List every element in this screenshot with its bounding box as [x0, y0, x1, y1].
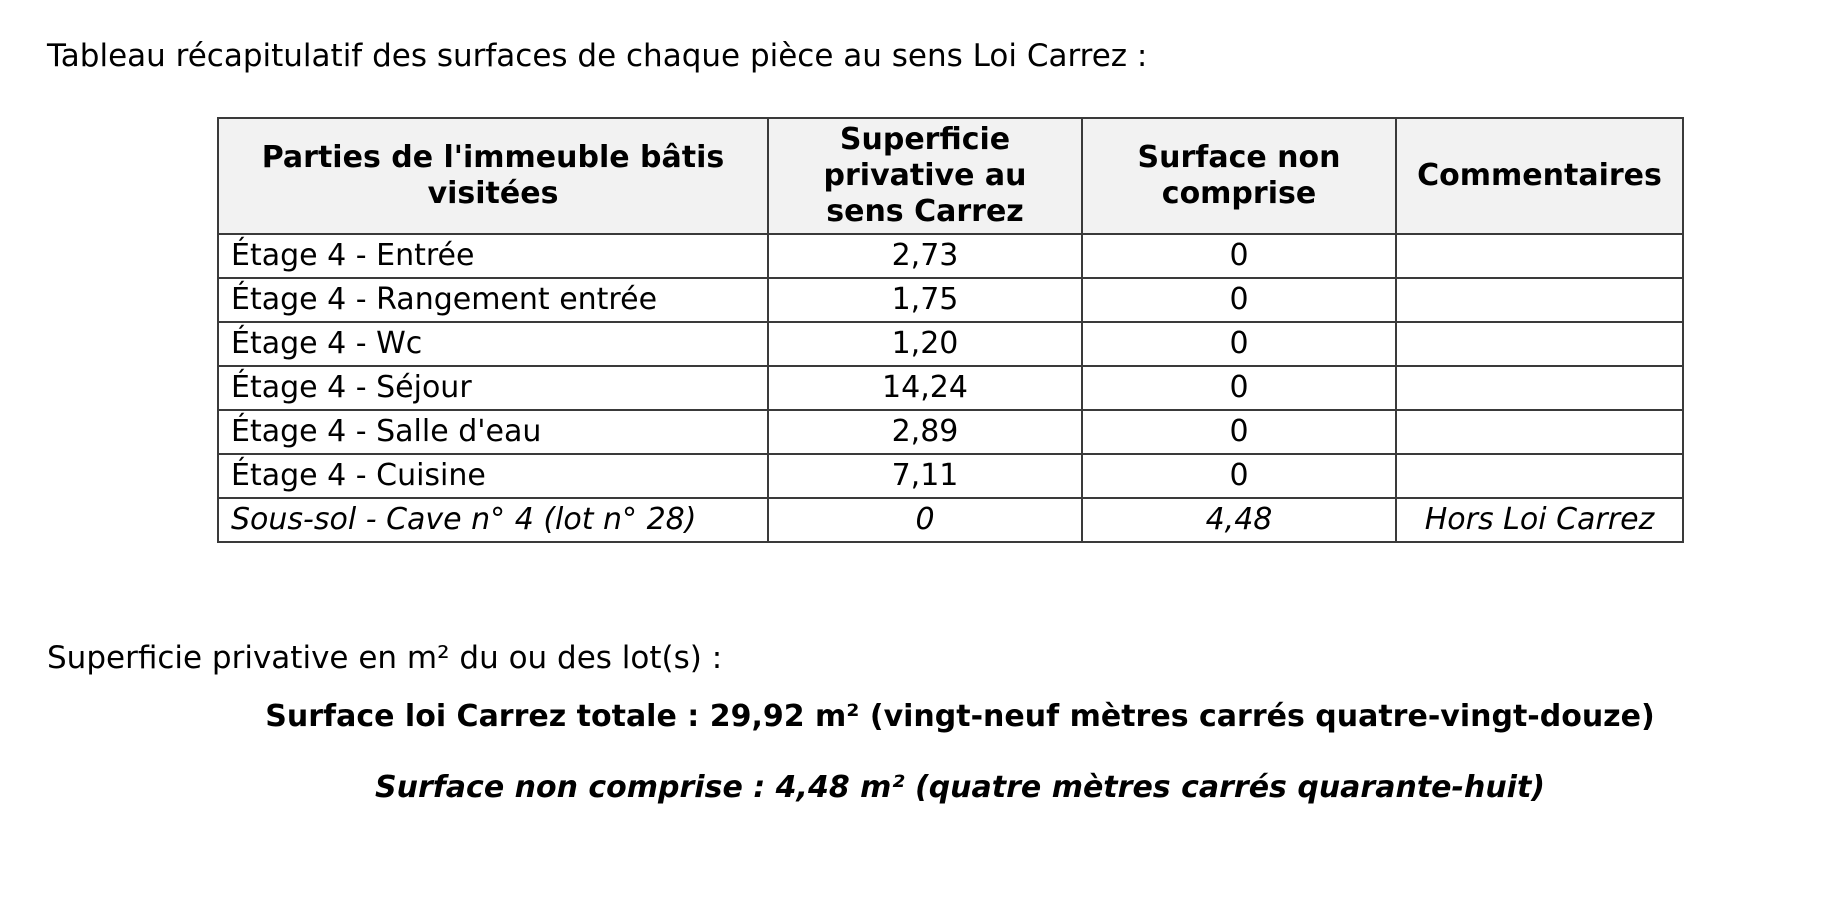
table-row	[218, 454, 1683, 498]
cell-carrez: 1,75	[768, 278, 1082, 322]
cell-non-comprise: 0	[1082, 410, 1396, 454]
cell-carrez: 1,20	[768, 322, 1082, 366]
total-non-comprise: Surface non comprise : 4,48 m² (quatre mètres carrés quarante-huit)	[374, 770, 1546, 805]
cell-carrez: 2,73	[768, 234, 1082, 278]
cell-piece: Étage 4 - Cuisine	[218, 454, 768, 498]
cell-non-comprise: 0	[1082, 322, 1396, 366]
cell-commentaire	[1396, 454, 1683, 498]
cell-non-comprise: 0	[1082, 454, 1396, 498]
cell-non-comprise: 0	[1082, 234, 1396, 278]
cell-piece: Étage 4 - Wc	[218, 322, 768, 366]
total-carrez: Surface loi Carrez totale : 29,92 m² (vingt-neuf mètres carrés quatre-vingt-douze)	[265, 699, 1655, 734]
subtitle-text: Superficie privative en m² du ou des lot(s) :	[47, 640, 723, 676]
cell-commentaire	[1396, 234, 1683, 278]
table-row	[218, 366, 1683, 410]
intro-text: Tableau récapitulatif des surfaces de chaque pièce au sens Loi Carrez :	[47, 38, 1148, 74]
cell-non-comprise: 0	[1082, 366, 1396, 410]
table-row	[218, 278, 1683, 322]
cell-non-comprise: 0	[1082, 278, 1396, 322]
cell-carrez: 0	[768, 498, 1082, 542]
cell-non-comprise: 4,48	[1082, 498, 1396, 542]
table-row	[218, 234, 1683, 278]
table-row	[218, 410, 1683, 454]
cell-commentaire	[1396, 322, 1683, 366]
surfaces-table	[217, 117, 1684, 543]
cell-commentaire	[1396, 366, 1683, 410]
cell-commentaire	[1396, 410, 1683, 454]
cell-piece: Sous-sol - Cave n° 4 (lot n° 28)	[218, 498, 768, 542]
cell-carrez: 2,89	[768, 410, 1082, 454]
cell-piece: Étage 4 - Séjour	[218, 366, 768, 410]
header-superficie-carrez: Superficie privative au sens Carrez	[768, 118, 1082, 234]
table-header-row	[218, 118, 1683, 234]
cell-piece: Étage 4 - Salle d'eau	[218, 410, 768, 454]
cell-carrez: 7,11	[768, 454, 1082, 498]
cell-piece: Étage 4 - Rangement entrée	[218, 278, 768, 322]
table-row	[218, 322, 1683, 366]
cell-piece: Étage 4 - Entrée	[218, 234, 768, 278]
table-row	[218, 498, 1683, 542]
header-commentaires: Commentaires	[1396, 118, 1683, 234]
header-parties: Parties de l'immeuble bâtis visitées	[218, 118, 768, 234]
cell-commentaire: Hors Loi Carrez	[1396, 498, 1683, 542]
header-surface-non-comprise: Surface non comprise	[1082, 118, 1396, 234]
cell-commentaire	[1396, 278, 1683, 322]
cell-carrez: 14,24	[768, 366, 1082, 410]
